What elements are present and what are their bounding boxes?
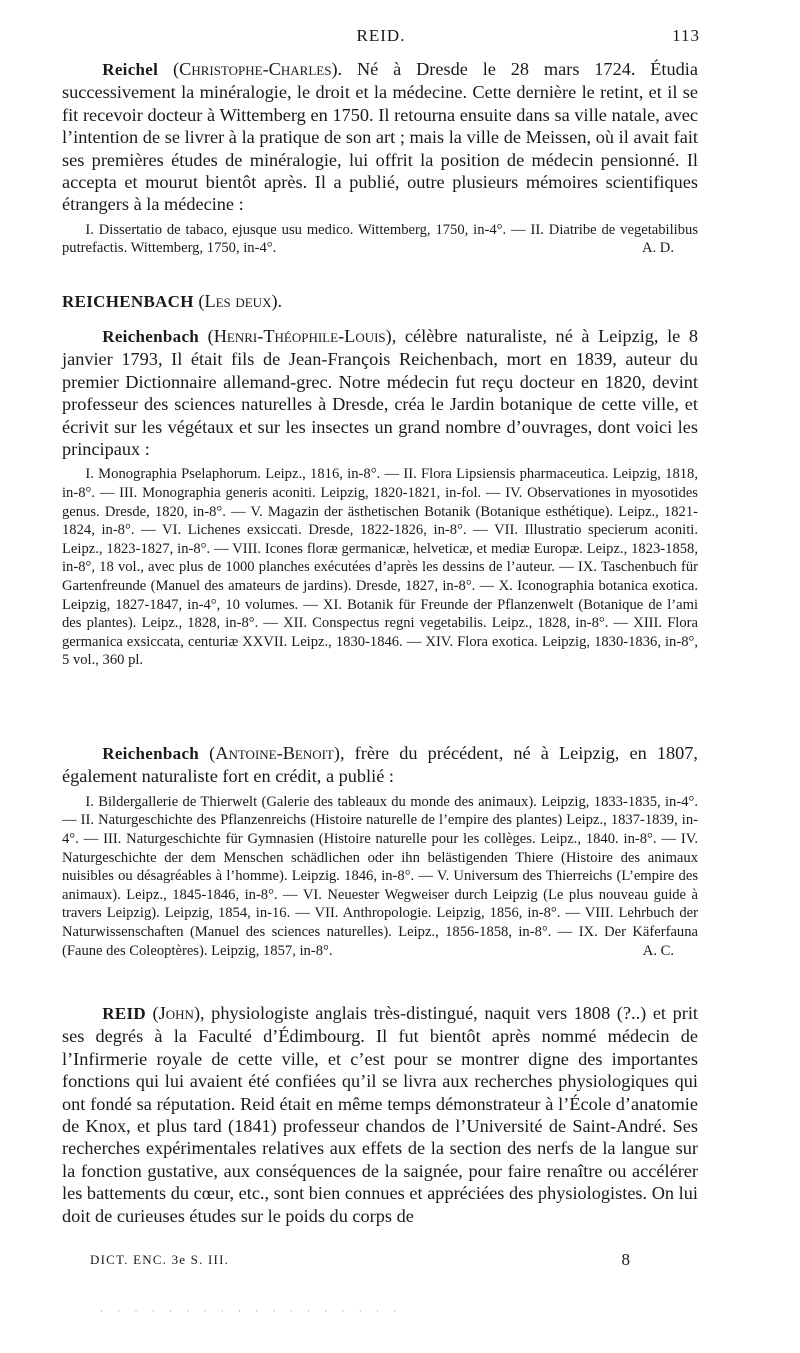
entry-paragraph: Reichenbach (Antoine-Benoit), frère du précédent, né à Leipzig, en 1807, également naturaliste fort en crédit, a publié : [62,743,698,787]
author-signature: A. C. [642,942,674,959]
author-signature: A. D. [641,240,674,257]
entry-names: Les deux [204,291,272,311]
signature-mark: DICT. ENC. 3e S. III. [90,1252,230,1267]
bibliography-text: I. Dissertatio de tabaco, ejusque usu medico. Wittemberg, 1750, in-4°. — II. Diatribe de vegetabilibus putrefactis. Wittemberg, 1750, in-4°. [62,221,698,257]
page-footer [90,1252,630,1274]
entry-text: ), célèbre naturaliste, né à Leipzig, le 8 janvier 1793, Il était fils de Jean-François Reichenbach, mort en 1839, auteur du premier Dictionnaire allemand-grec. Notre médecin fut reçu docteur en 1820, devint professeur des sciences naturelles à Dresde, créa le Jardin botanique de cette ville, et écrivit sur les végétaux et sur les insectes un grand nombre d’ouvrages, dont voici les principaux : [62,326,698,460]
entry-paragraph: REID (John), physiologiste anglais très-distingué, naquit vers 1808 (?..) et prit ses degrés à la Faculté d’Édimbourg. Il fut bientôt après nommé médecin de l’Infirmerie royale de cette ville, et c’est pour se montrer digne des importantes fonctions qui lui avaient été confiées qu’il se livra aux recherches physiologiques qui ont fondé sa réputation. Reid était en même temps démonstrateur à l’École d’anatomie de Knox, et plus tard (1841) professeur chandos de l’Université de Saint-André. Ses recherches expérimentales relatives aux effets de la section des nerfs de la langue sur la fonction gustative, aux conséquences de la saignée, pour faire renaître ou accélérer les battements du cœur, etc., sont bien connues et appréciées des physiologistes. On lui doit de curieuses études sur le poids du corps de [62,1003,698,1226]
entry-reichenbach-henri [62,325,698,670]
entry-text: ), physiologiste anglais très-distingué, naquit vers 1808 (?..) et prit ses degrés à la Faculté d’Édimbourg. Il fut bientôt après nommé médecin de l’Infirmerie royale de cette ville, et c’est pour se montrer digne des importantes fonctions qui lui avaient été confiées qu’il se livra aux recherches physiologiques qui ont fondé sa réputation. Reid était en même temps démonstrateur à l’École d’anatomie de Knox, et plus tard (1841) professeur chandos de l’Université de Saint-André. Ses recherches expérimentales relatives aux effets de la section des nerfs de la langue sur la fonction gustative, aux conséquences de la saignée, pour faire renaître ou accélérer les battements du cœur, etc., sont bien connues et appréciées des physiologistes. On lui doit de curieuses études sur le poids du corps de [62,1003,698,1226]
entry-text: ), frère du précédent, né à Leipzig, en 1807, également naturaliste fort en crédit, a publié : [62,743,698,787]
entry-headword: REICHENBACH [62,292,194,311]
running-header [62,26,700,46]
entry-names: Henri-Théophile-Louis [213,326,386,346]
scan-specks: · · · · · · · · · · · · · · · · · · [100,1306,403,1314]
entry-reid [62,1002,698,1227]
bibliography-text: I. Bildergallerie de Thierwelt (Galerie des tableaux du monde des animaux). Leipzig, 1833-1835, in-4°. — II. Naturgeschichte des Pflanzenreichs (Histoire naturelle de l’empire des plantes) Leipz., 1837-1839, in-4°. — III. Naturgeschichte für Gymnasien (Histoire naturelle pour les collèges. Leipz., 1840. in-8°. — IV. Naturgeschichte der dem Menschen schädlichen oder ihn belästigenden Thiere (Histoire des animaux nuisibles ou désagréables à l’homme). Leipzig. 1846, in-8°. — V. Universum des Thierreichs (L’empire des animaux). Leipz., 1845-1846, in-8°. — VI. Neuester Wegweiser durch Leipzig (Le plus nouveau guide à travers Leipzig). Leipzig, 1854, in-16. — VII. Anthropologie. Leipzig, 1856, in-8°. — VIII. Lehrbuch der Naturwissenschaften (Manuel des sciences naturelles). Leipz., 1856-1858, in-8°. — IX. Der Käferfauna (Faune des Coleoptères). Leipzig, 1857, in-8°. [62,793,698,959]
entry-names: John [158,1003,194,1023]
entry-bibliography [62,793,698,960]
entry-paragraph: Reichel (Christophe-Charles). Né à Dresde le 28 mars 1724. Étudia successivement la minéralogie, le droit et la médecine. Cette dernière le retint, et il se fit recevoir docteur à Wittemberg en 1750. Il retourna ensuite dans sa ville natale, avec l’intention de se livrer à la pratique de son art ; mais la ville de Meissen, où il avait fait ses premières études de minéralogie, lui offrit la position de médecin pensionné. Il accepta et mourut bientôt après. Il a publié, outre plusieurs mémoires scientifiques étrangers à la médecine : [62,59,698,215]
entry-reichenbach-group [62,290,698,313]
entry-names: Christophe-Charles [179,59,332,79]
entry-paragraph: REICHENBACH (Les deux). [62,291,283,311]
entry-bibliography [62,221,698,258]
entry-headword: Reichenbach [102,327,200,346]
entry-paragraph: Reichenbach (Henri-Théophile-Louis), célèbre naturaliste, né à Leipzig, le 8 janvier 1793, Il était fils de Jean-François Reichenbach, mort en 1839, auteur du premier Dictionnaire allemand-grec. Notre médecin fut reçu docteur en 1820, devint professeur des sciences naturelles à Dresde, créa le Jardin botanique de cette ville, et écrivit sur les végétaux et sur les insectes un grand nombre d’ouvrages, dont voici les principaux : [62,326,698,460]
entry-names: Antoine-Benoit [215,743,334,763]
running-title: REID. [356,26,406,45]
entry-reichel [62,58,698,258]
entry-text: ). Né à Dresde le 28 mars 1724. Étudia successivement la minéralogie, le droit et la médecine. Cette dernière le retint, et il se fit recevoir docteur à Wittemberg en 1750. Il retourna ensuite dans sa ville natale, avec l’intention de se livrer à la pratique de son art ; mais la ville de Meissen, où il avait fait ses premières études de minéralogie, lui offrit la position de médecin pensionné. Il accepta et mourut bientôt après. Il a publié, outre plusieurs mémoires scientifiques étrangers à la médecine : [62,59,698,215]
entry-text: ). [271,291,283,311]
entry-headword: REID [102,1004,146,1023]
entry-headword: Reichenbach [102,744,200,763]
entry-bibliography: I. Monographia Pselaphorum. Leipz., 1816, in-8°. — II. Flora Lipsiensis pharmaceutica. Leipzig, 1818, in-8°. — III. Monographia generis aconiti. Leipzig, 1820-1821, in-fol. — IV. Observationes in myosotides genus. Dresde, 1820, in-8°. — V. Magazin der ästhetischen Botanik (Botanique esthétique). Leipz., 1821-1824, in-8°. — VI. Lichenes exsiccati. Dresde, 1822-1826, in-8°. — VII. Illustratio specierum aconiti. Leipz., 1823-1827, in-8°. — VIII. Icones floræ germanicæ, helveticæ, et mediæ Europæ. Leipz., 1823-1858, in-8°, 18 vol., avec plus de 1000 planches exécutées d’après les dessins de l’auteur. — IX. Taschenbuch für Gartenfreunde (Manuel des amateurs de jardins). Dresde, 1827, in-8°. — X. Iconographia botanica exotica. Leipzig, 1827-1847, in-4°, 10 volumes. — XI. Botanik für Freunde der Pflanzenwelt (Botanique de l’ami des plantes). Leipz., 1828, in-8°. — XII. Conspectus regni vegetabilis. Leipz., 1828, in-8°. — XIII. Flora germanica exsiccata, centuriæ XXVII. Leipz., 1830-1846. — XIV. Flora exotica. Leipzig, 1830-1836, in-8°, 5 vol., 360 pl. [62,466,698,669]
signature-number: 8 [621,1250,630,1269]
entry-headword: Reichel [102,60,159,79]
page-number: 113 [672,26,700,45]
entry-reichenbach-antoine [62,742,698,960]
